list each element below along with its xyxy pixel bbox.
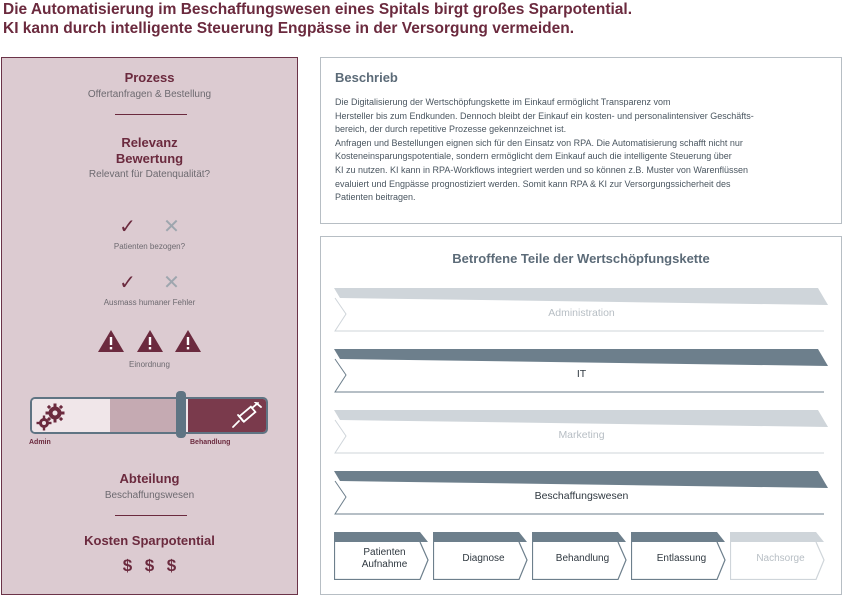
dollar-icon: $ bbox=[144, 556, 155, 575]
check-icon: ✓ bbox=[119, 216, 136, 238]
description-line: Patienten beitragen. bbox=[335, 192, 416, 203]
description-line: KI zu nutzen. KI kann in RPA-Workflows integriert werden und so können z.B. Muster von Warenflüssen bbox=[335, 164, 749, 175]
description-line: Anfragen und Bestellungen eignen sich für den Einsatz von RPA. Die Automatisierung schafft nicht nur bbox=[335, 137, 743, 148]
cost-title: Kosten Sparpotential bbox=[84, 533, 215, 548]
description-title: Beschrieb bbox=[335, 70, 398, 85]
step-patient-admission bbox=[334, 532, 429, 580]
description-line: evaluiert und Engpässe prognostiziert werden. Somit kann RPA & KI zur Versorgungssicherheit des bbox=[335, 178, 731, 189]
divider bbox=[115, 515, 187, 516]
warning-icon bbox=[174, 329, 202, 353]
check-icon: ✓ bbox=[119, 272, 136, 294]
scale-marker bbox=[176, 391, 186, 438]
value-chain-title: Betroffene Teile der Wertschöpfungskette bbox=[452, 251, 710, 266]
warning-icon bbox=[136, 329, 164, 353]
cross-icon: ✕ bbox=[163, 272, 180, 294]
human-error-marks bbox=[2, 272, 297, 294]
description-box bbox=[320, 57, 842, 224]
headline-line-2: KI kann durch intelligente Steuerung Engpässe in der Versorgung vermeiden. bbox=[3, 20, 575, 37]
department-title: Abteilung bbox=[119, 471, 180, 486]
headline bbox=[3, 0, 839, 38]
human-error-label: Ausmass humaner Fehler bbox=[103, 298, 196, 307]
row-label: Beschaffungswesen bbox=[534, 490, 629, 502]
step-diagnosis bbox=[433, 532, 528, 580]
admin-treatment-scale bbox=[30, 397, 268, 434]
step-label: Entlassung bbox=[656, 552, 707, 564]
step-label: Nachsorge bbox=[756, 552, 805, 564]
process-title: Prozess bbox=[124, 70, 175, 85]
headline-line-1: Die Automatisierung im Beschaffungswesen eines Spitals birgt großes Sparpotential. bbox=[3, 1, 633, 18]
row-label: Marketing bbox=[558, 429, 605, 441]
divider bbox=[115, 114, 187, 115]
classification-label: Einordnung bbox=[129, 360, 170, 369]
description-text bbox=[335, 96, 835, 205]
classification-warnings bbox=[2, 329, 297, 358]
step-label: Behandlung bbox=[555, 552, 610, 564]
scale-segment-middle bbox=[110, 399, 183, 432]
value-chain-row-marketing bbox=[334, 410, 829, 454]
step-discharge bbox=[631, 532, 726, 580]
patient-marks bbox=[2, 216, 297, 238]
scale-admin-label: Admin bbox=[29, 439, 51, 446]
scale-treatment-label: Behandlung bbox=[190, 439, 231, 446]
row-label: IT bbox=[576, 368, 587, 380]
value-chain-row-administration bbox=[334, 288, 829, 332]
gears-icon bbox=[35, 402, 69, 432]
process-value: Offertanfragen & Bestellung bbox=[87, 89, 212, 100]
cross-icon: ✕ bbox=[163, 216, 180, 238]
relevance-title-1: Relevanz bbox=[121, 135, 178, 150]
description-line: bereich, der durch repetitive Prozesse gekennzeichnet ist. bbox=[335, 124, 567, 135]
syringe-icon bbox=[230, 402, 264, 432]
step-treatment bbox=[532, 532, 627, 580]
patient-related-label: Patienten bezogen? bbox=[113, 242, 186, 251]
cost-rating bbox=[2, 556, 297, 576]
dollar-icon: $ bbox=[122, 556, 133, 575]
row-label: Administration bbox=[548, 307, 615, 319]
assessment-panel bbox=[1, 57, 298, 595]
value-chain-row-procurement bbox=[334, 471, 829, 515]
department-value: Beschaffungswesen bbox=[104, 490, 195, 501]
relevance-title-2: Bewertung bbox=[115, 151, 184, 166]
value-chain-row-it bbox=[334, 349, 829, 393]
step-label: Patienten Aufnahme bbox=[361, 546, 408, 570]
step-aftercare bbox=[730, 532, 825, 580]
relevance-subtitle: Relevant für Datenqualität? bbox=[88, 169, 211, 180]
warning-icon bbox=[97, 329, 125, 353]
step-label: Diagnose bbox=[462, 552, 505, 564]
description-line: Kosteneinsparungspotentiale, sondern ermöglicht dem Einkauf auch die intelligente Steuerung über bbox=[335, 151, 732, 162]
value-chain-box bbox=[320, 236, 842, 595]
description-line: Die Digitalisierung der Wertschöpfungskette im Einkauf ermöglicht Transparenz vom bbox=[335, 97, 671, 107]
dollar-icon: $ bbox=[166, 556, 177, 575]
description-line: Hersteller bis zum Endkunden. Dennoch bleibt der Einkauf ein kosten- und personalintensiver Geschäfts- bbox=[335, 110, 754, 121]
